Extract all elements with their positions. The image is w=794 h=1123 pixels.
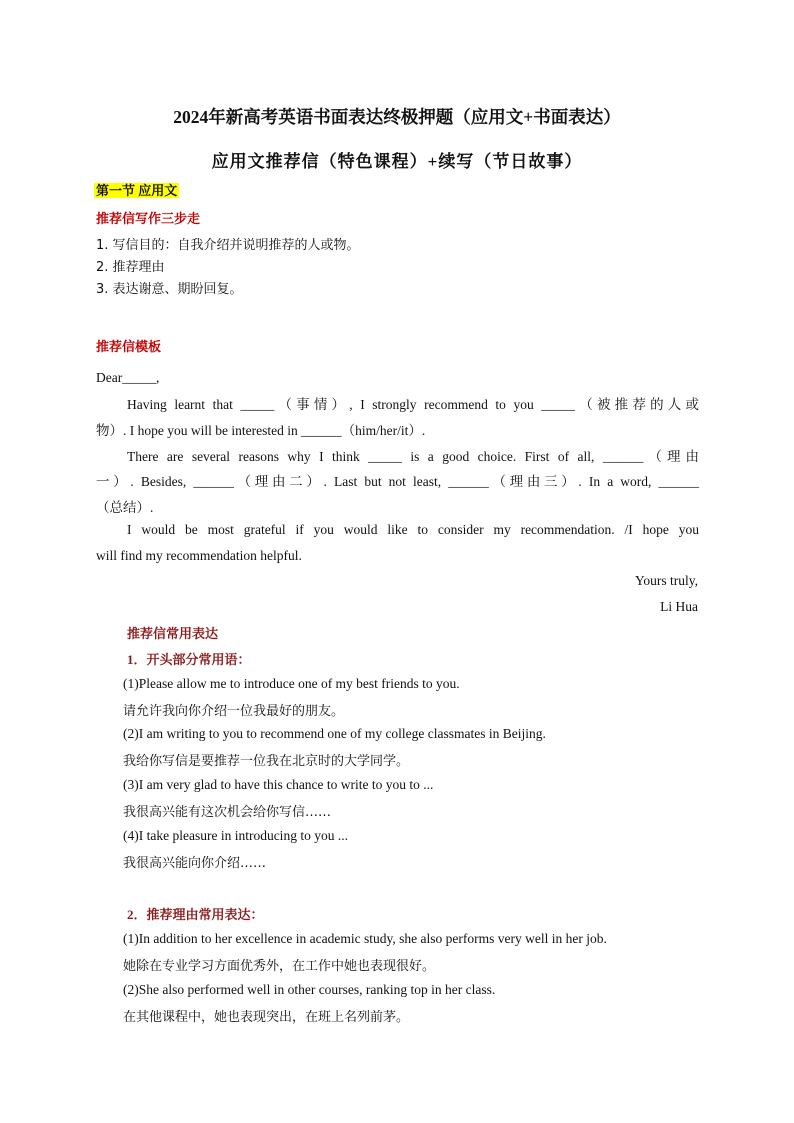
opening-heading: 1．开头部分常用语： (127, 652, 251, 667)
section-heading (94, 180, 179, 199)
reasons-heading: 2．推荐理由常用表达： (127, 907, 264, 922)
letter-signature: Li Hua (660, 599, 698, 614)
letter-salutation: Dear_____, (96, 370, 160, 385)
expressions-title: 推荐信常用表达 (127, 626, 219, 641)
opening-item-en: (3)I am very glad to have this chance to write to you to ... (123, 777, 434, 792)
opening-item-en: (2)I am writing to you to recommend one of my college classmates in Beijing. (123, 726, 546, 741)
reason-item-cn: 在其他课程中，她也表现突出，在班上名列前茅。 (123, 1010, 410, 1025)
step-item: 3. 表达谢意、期盼回复。 (96, 282, 243, 297)
template-title: 推荐信模板 (96, 339, 162, 354)
step-item: 1. 写信目的：自我介绍并说明推荐的人或物。 (96, 238, 360, 253)
letter-p3-line1: I would be most grateful if you would like to consider my recommendation. /I hope you (127, 522, 699, 537)
steps-title: 推荐信写作三步走 (96, 211, 201, 226)
letter-p1-line2: 物）. I hope you will be interested in ______（him/her/it）. (96, 423, 426, 438)
letter-p3-line2: will find my recommendation helpful. (96, 548, 302, 563)
letter-p1-line1: Having learnt that _____（事情）, I strongly recommend to you _____（被推荐的人或 (127, 397, 699, 412)
reason-item-en: (1)In addition to her excellence in academic study, she also performs very well in her job. (123, 931, 607, 946)
document-title: 2024年新高考英语书面表达终极押题（应用文+书面表达） (173, 107, 621, 127)
letter-closing: Yours truly, (634, 573, 698, 588)
reason-item-cn: 她除在专业学习方面优秀外，在工作中她也表现很好。 (123, 959, 436, 974)
letter-p2-line3: （总结）. (96, 500, 154, 515)
opening-item-cn: 我给你写信是要推荐一位我在北京时的大学同学。 (123, 754, 410, 769)
reason-item-en: (2)She also performed well in other courses, ranking top in her class. (123, 982, 496, 997)
opening-item-cn: 我很高兴能有这次机会给你写信…… (123, 805, 332, 820)
step-item: 2. 推荐理由 (96, 260, 165, 275)
section-heading-label: 第一节 应用文 (96, 183, 178, 198)
opening-item-cn: 我很高兴能向你介绍…… (123, 856, 267, 871)
document-subtitle: 应用文推荐信（特色课程）+续写（节日故事） (211, 152, 583, 171)
opening-item-cn: 请允许我向你介绍一位我最好的朋友。 (123, 704, 345, 719)
opening-item-en: (4)I take pleasure in introducing to you ... (123, 828, 348, 843)
letter-p2-line2: 一）. Besides, ______（理由二）. Last but not least, ______（理由三）. In a word, ______ (96, 474, 699, 489)
opening-item-en: (1)Please allow me to introduce one of my best friends to you. (123, 676, 460, 691)
letter-p2-line1: There are several reasons why I think _____ is a good choice. First of all, ______（理由 (127, 449, 699, 464)
